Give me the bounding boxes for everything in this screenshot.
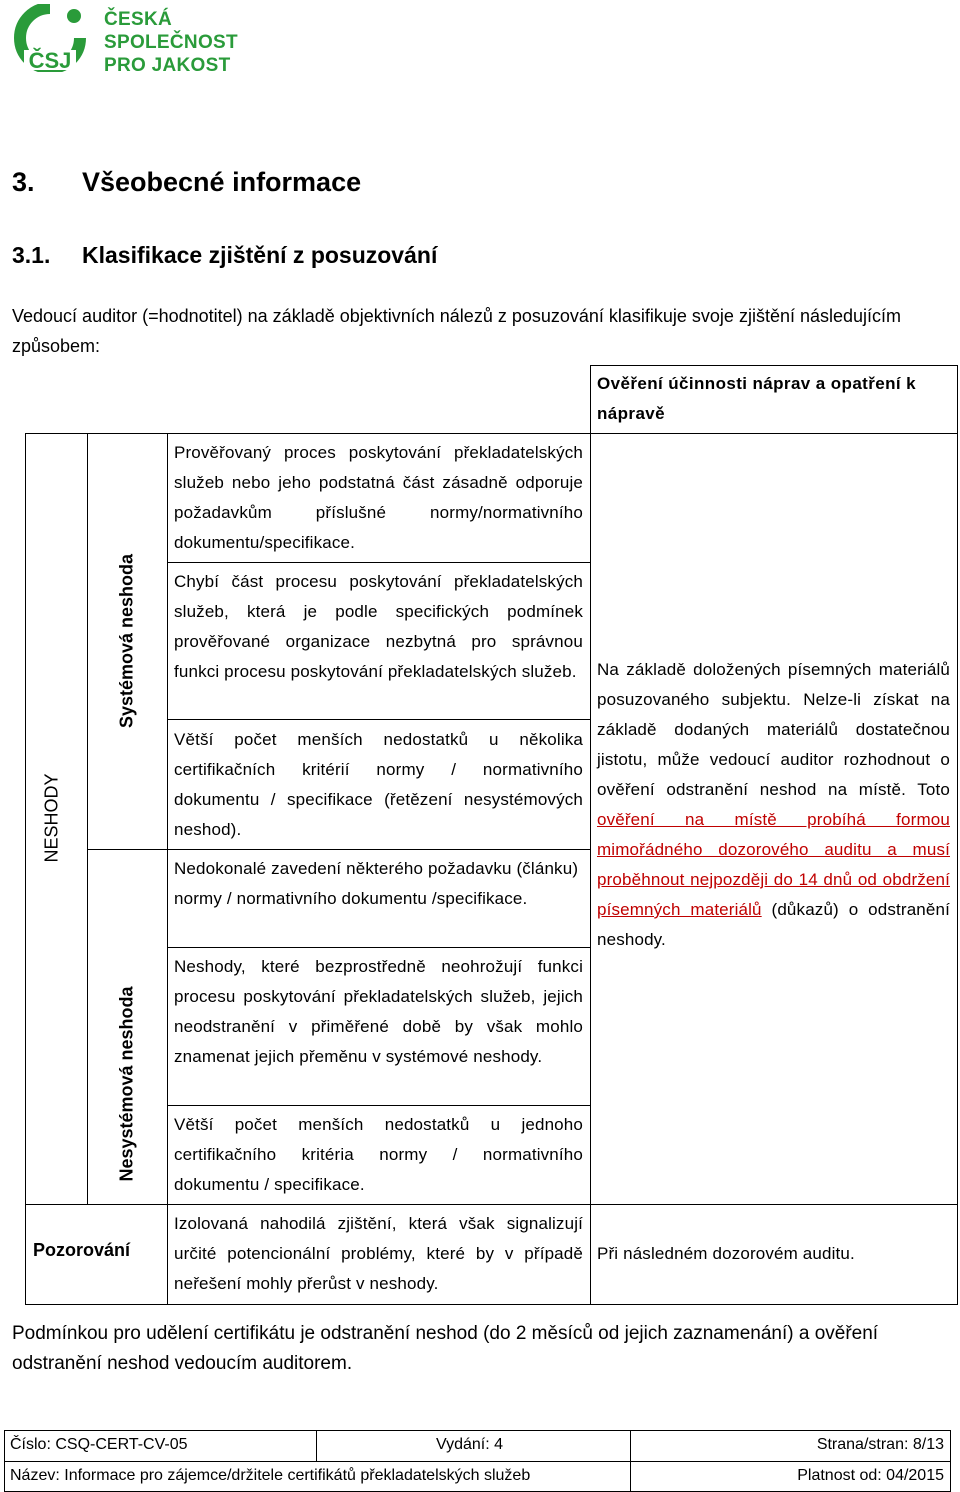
nonsystemic-nonconformity-label: Nesystémová neshoda [116,986,137,1182]
verification-text-start: Na základě doložených písemných materiálů posuzovaného subjektu. Nelze-li získat na základě dodaných materiálů dostatečnou jistotu, může vedoucí auditor rozhodnout o ověření odstranění neshod na místě. Toto [597,660,950,799]
document-number: Číslo: CSQ-CERT-CV-05 [10,1436,188,1453]
validity-date: Platnost od: 04/2015 [797,1467,944,1484]
logo-monogram: ČSJ [28,48,72,72]
logo-line-3: PRO JAKOST [104,55,231,76]
subsection-title: Klasifikace zjištění z posuzování [82,242,438,268]
nonsystemic-item-3: Větší počet menších nedostatků u jednoho certifikačního kritéria normy / normativního dokumentu / specifikace. [174,1115,583,1194]
logo-brand-text [104,8,238,77]
intro-paragraph: Vedoucí auditor (=hodnotitel) na základě objektivních nálezů z posuzování klasifikuje svoje zjištění následujícím způsobem: [12,306,902,356]
nonsystemic-item-2: Neshody, které bezprostředně neohrožují funkci procesu poskytování překladatelských služeb, jejich neodstranění v přiměřené době by však mohlo znamenat jejich přeměnu v systémové neshody. [174,957,583,1066]
section-number: 3. [12,167,35,197]
nonconformities-group-label: NESHODY [41,773,62,863]
nonsystemic-item-1: Nedokonalé zavedení některého požadavku (článku) normy / normativního dokumentu /specifikace. [174,859,579,908]
company-logo [10,4,260,74]
observation-label: Pozorování [33,1240,131,1260]
subsection-number: 3.1. [12,242,51,268]
logo-line-2: SPOLEČNOST [104,32,238,53]
verification-highlight: ověření na místě probíhá formou mimořádného dozorového auditu a musí proběhnout nejpozději do 14 dnů od obdržení písemných materiálů [597,810,950,919]
csj-logo-icon [10,4,90,72]
nonconformity-verification-text [597,655,950,955]
observation-text: Izolovaná nahodilá zjištění, která však signalizují určité potencionální problémy, které by v případě neřešení mohly přerůst v neshody. [174,1214,583,1293]
document-name: Název: Informace pro zájemce/držitele certifikátů překladatelských služeb [10,1467,531,1484]
logo-line-1: ČESKÁ [104,9,173,30]
verification-text-end: (důkazů) o odstranění neshody. [597,900,950,949]
verification-column-header: Ověření účinnosti náprav a opatření k nápravě [597,374,916,423]
subsection-heading [12,242,437,269]
closing-paragraph: Podmínkou pro udělení certifikátu je odstranění neshod (do 2 měsíců od jejich zaznamenání) a ověření odstranění neshod vedoucím auditorem. [12,1323,879,1374]
page-counter: Strana/stran: 8/13 [816,1436,944,1453]
systemic-item-1: Prověřovaný proces poskytování překladatelských služeb nebo jeho podstatná část zásadně odporuje požadavkům příslušné normy/normativního dokumentu/specifikace. [174,443,583,552]
systemic-item-3: Větší počet menších nedostatků u několika certifikačních kritérií normy / normativního dokumentu / specifikace (řetězení nesystémových neshod). [174,730,583,839]
section-heading [12,167,361,198]
document-edition: Vydání: 4 [436,1436,504,1453]
systemic-nonconformity-label: Systémová neshoda [116,553,137,729]
observation-verification-text: Při následném dozorovém auditu. [597,1244,855,1263]
systemic-item-2: Chybí část procesu poskytování překladatelských služeb, která je podle specifických podmínek prověřované organizace nezbytná pro správnou funkci procesu poskytování překladatelských služeb. [174,572,583,681]
section-title: Všeobecné informace [82,167,362,197]
